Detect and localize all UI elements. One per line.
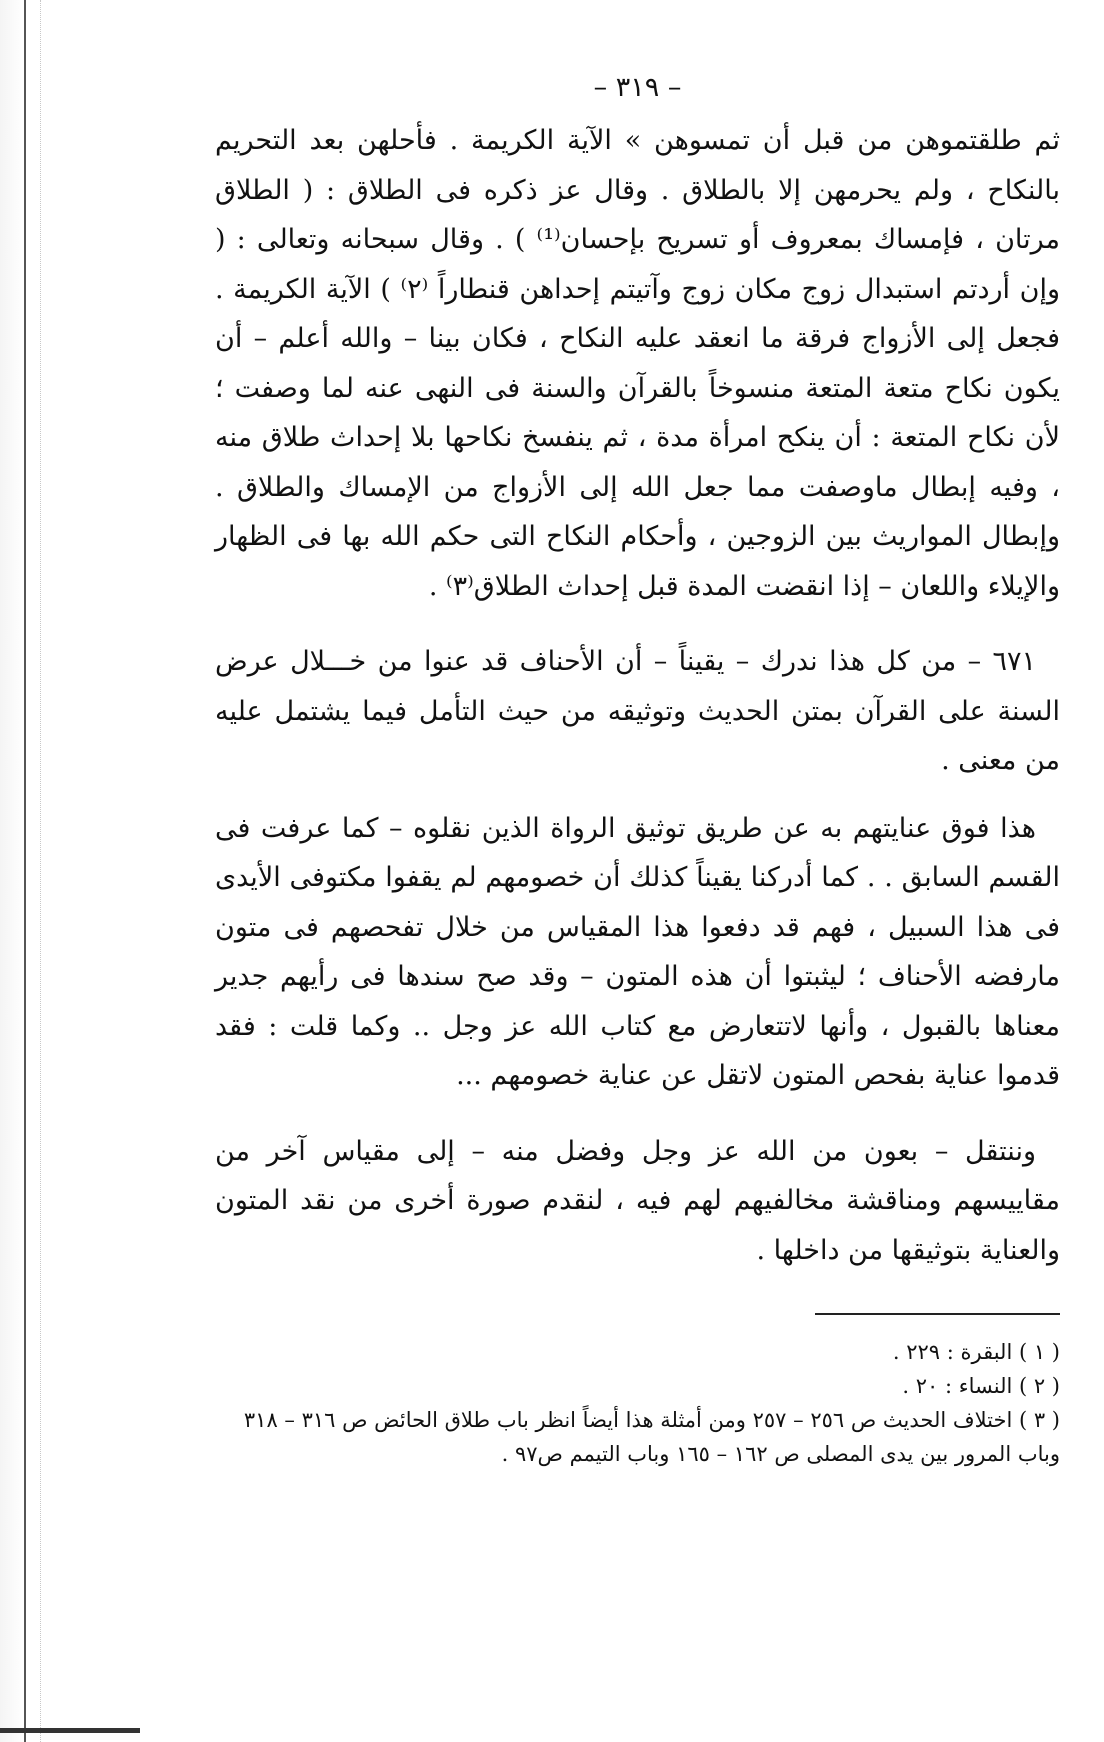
footnote-divider	[815, 1313, 1060, 1315]
book-page	[215, 62, 1060, 1702]
footnote-2: ( ٢ ) النساء : ٢٠ .	[902, 1374, 1060, 1398]
paragraph-4: وننتقل – بعون من الله عز وجل وفضل منه – إلى مقياس آخر من مقاييسهم ومناقشة مخالفيهم لهم فيه ، لنقدم صورة أخرى من نقد المتون والعناية بتوثيقها من داخلها .	[215, 1135, 1060, 1266]
scan-left-edge	[0, 0, 26, 1742]
paragraph-3: هذا فوق عنايتهم به عن طريق توثيق الرواة الذين نقلوه – كما عرفت فى القسم السابق . . كما أدركنا يقيناً كذلك أن خصومهم لم يقفوا مكتوفى الأيدى فى هذا السبيل ، فهم قد دفعوا هذا المقياس من خلال تفحصهم فى متون مارفضه الأحناف ؛ ليثبتوا أن هذه المتون – وقد صح سندها فى رأيهم جدير معناها بالقبول ، وأنها لاتتعارض مع كتاب الله عز وجل .. وكما قلت : فقد قدموا عناية بفحص المتون لاتقل عن عناية خصومهم ...	[215, 812, 1060, 1091]
footnotes	[215, 1335, 1060, 1471]
paragraph-1: ثم طلقتموهن من قبل أن تمسوهن » الآية الكريمة . فأحلهن بعد التحريم بالنكاح ، ولم يحرمهن إلا بالطلاق . وقال عز ذكره فى الطلاق : ( الطلاق مرتان ، فإمساك بمعروف أو تسريح بإحسان⁽¹⁾ ) . وقال سبحانه وتعالى : ( وإن أردتم استبدال زوج مكان زوج وآتيتم إحداهن قنطاراً ⁽٢⁾ ) الآية الكريمة . فجعل إلى الأزواج فرقة ما انعقد عليه النكاح ، فكان بينا – والله أعلم – أن يكون نكاح متعة المتعة منسوخاً بالقرآن والسنة فى النهى عنه لما وصفت ؛ لأن نكاح المتعة : أن ينكح امرأة مدة ، ثم ينفسخ نكاحها بلا إحداث طلاق منه ، وفيه إبطال ماوصفت مما جعل الله إلى الأزواج من الإمساك والطلاق . وإبطال المواريث بين الزوجين ، وأحكام النكاح التى حكم الله بها فى الظهار والإيلاء واللعان – إذا انقضت المدة قبل إحداث الطلاق⁽٣⁾ .	[215, 125, 1060, 602]
scan-dotted-line	[40, 0, 42, 1742]
footnote-1: ( ١ ) البقرة : ٢٢٩ .	[892, 1340, 1060, 1364]
page-number: – ٣١٩ –	[593, 72, 682, 103]
footnote-3: ( ٣ ) اختلاف الحديث ص ٢٥٦ – ٢٥٧ ومن أمثلة هذا أيضاً انظر باب طلاق الحائض ص ٣١٦ – ٣١٨ وباب المرور بين يدى المصلى ص ١٦٢ – ١٦٥ وباب التيمم ص٩٧ .	[243, 1408, 1060, 1466]
paragraph-2: ٦٧١ – من كل هذا ندرك – يقيناً – أن الأحناف قد عنوا من خـــلال عرض السنة على القرآن بمتن الحديث وتوثيقه من حيث التأمل فيما يشتمل عليه من معنى .	[215, 646, 1060, 776]
scan-bottom-mark	[0, 1728, 140, 1733]
